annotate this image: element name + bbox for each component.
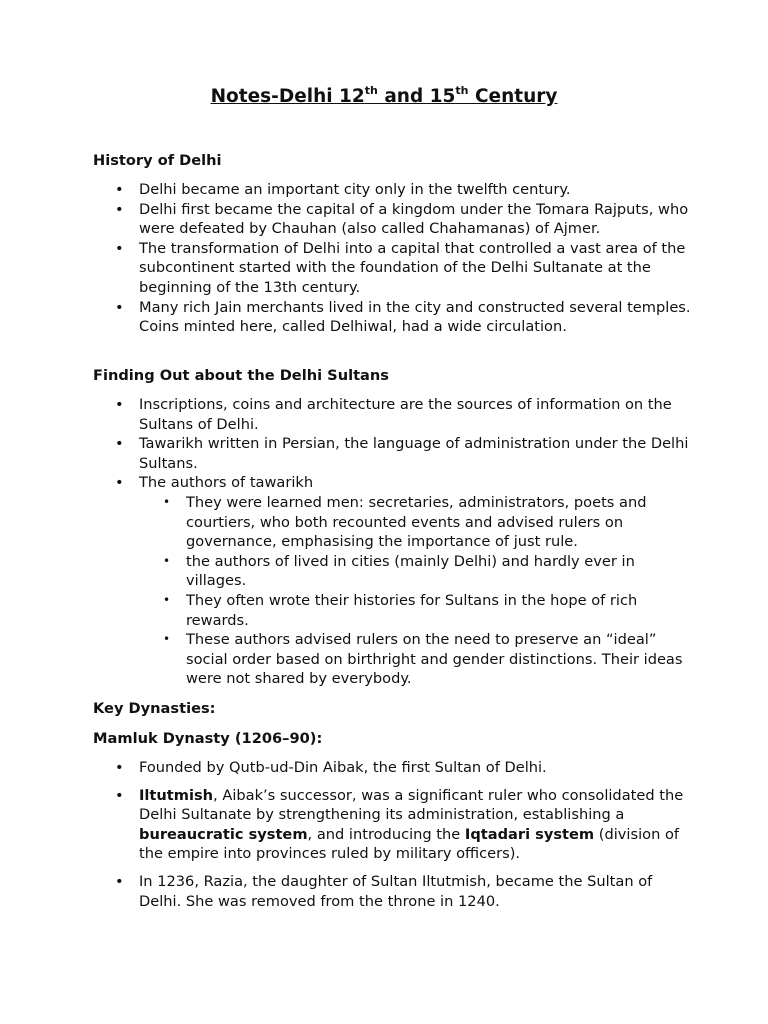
heading-key-dynasties: Key Dynasties:	[93, 700, 216, 717]
list-item: • Delhi first became the capital of a kingdom under the Tomara Rajputs, who were defeated by Chauhan (also called Chahamanas) of Ajmer.	[139, 200, 699, 239]
heading-history: History of Delhi	[93, 152, 222, 169]
heading-finding: Finding Out about the Delhi Sultans	[93, 367, 389, 384]
list-item	[139, 786, 699, 864]
title-part-3: Century	[468, 86, 558, 107]
page-title	[0, 84, 768, 110]
mamluk-list	[139, 758, 699, 911]
tawarikh-sublist	[139, 493, 699, 689]
term-iqtadari-system: Iqtadari system	[464, 825, 595, 843]
list-item: • Tawarikh written in Persian, the language of administration under the Delhi Sultans.	[139, 434, 699, 473]
list-item	[139, 473, 699, 689]
list-item: • In 1236, Razia, the daughter of Sultan Iltutmish, became the Sultan of Delhi. She was removed from the throne in 1240.	[139, 872, 699, 911]
list-item-text: The authors of tawarikh	[139, 474, 314, 492]
sub-list-item: • These authors advised rulers on the need to preserve an “ideal” social order based on birthright and gender distinctions. Their ideas were not shared by everybody.	[186, 630, 699, 689]
list-item: • Many rich Jain merchants lived in the city and constructed several temples. Coins minted here, called Delhiwal, had a wide circulation.	[139, 298, 699, 337]
title-part-1: Notes-Delhi 12	[210, 86, 365, 107]
list-item: • Inscriptions, coins and architecture are the sources of information on the Sultans of Delhi.	[139, 395, 699, 434]
sub-list-item: • They were learned men: secretaries, administrators, poets and courtiers, who both recounted events and advised rulers on governance, emphasising the importance of just rule.	[186, 493, 699, 552]
title-sup-1: th	[364, 83, 378, 97]
list-item: • The transformation of Delhi into a capital that controlled a vast area of the subcontinent started with the foundation of the Delhi Sultanate at the beginning of the 13th century.	[139, 239, 699, 298]
text-segment: , Aibak’s successor, was a significant ruler who consolidated the Delhi Sultanate by strengthening its administration, establishing a	[139, 786, 684, 824]
title-sup-2: th	[455, 83, 469, 97]
heading-mamluk: Mamluk Dynasty (1206–90):	[93, 730, 323, 747]
sub-list-item: • They often wrote their histories for Sultans in the hope of rich rewards.	[186, 591, 699, 630]
term-iltutmish: Iltutmish	[139, 786, 214, 804]
finding-list	[139, 395, 699, 689]
sub-list-item: • the authors of lived in cities (mainly Delhi) and hardly ever in villages.	[186, 552, 699, 591]
title-part-2: and 15	[377, 86, 456, 107]
term-bureaucratic-system: bureaucratic system	[139, 825, 308, 843]
text-segment: (division of the empire into provinces ruled by military officers).	[139, 825, 680, 863]
text-segment: , and introducing the	[307, 825, 465, 843]
list-item: • Founded by Qutb-ud-Din Aibak, the first Sultan of Delhi.	[139, 758, 699, 778]
history-list	[139, 180, 699, 337]
list-item: • Delhi became an important city only in the twelfth century.	[139, 180, 699, 200]
